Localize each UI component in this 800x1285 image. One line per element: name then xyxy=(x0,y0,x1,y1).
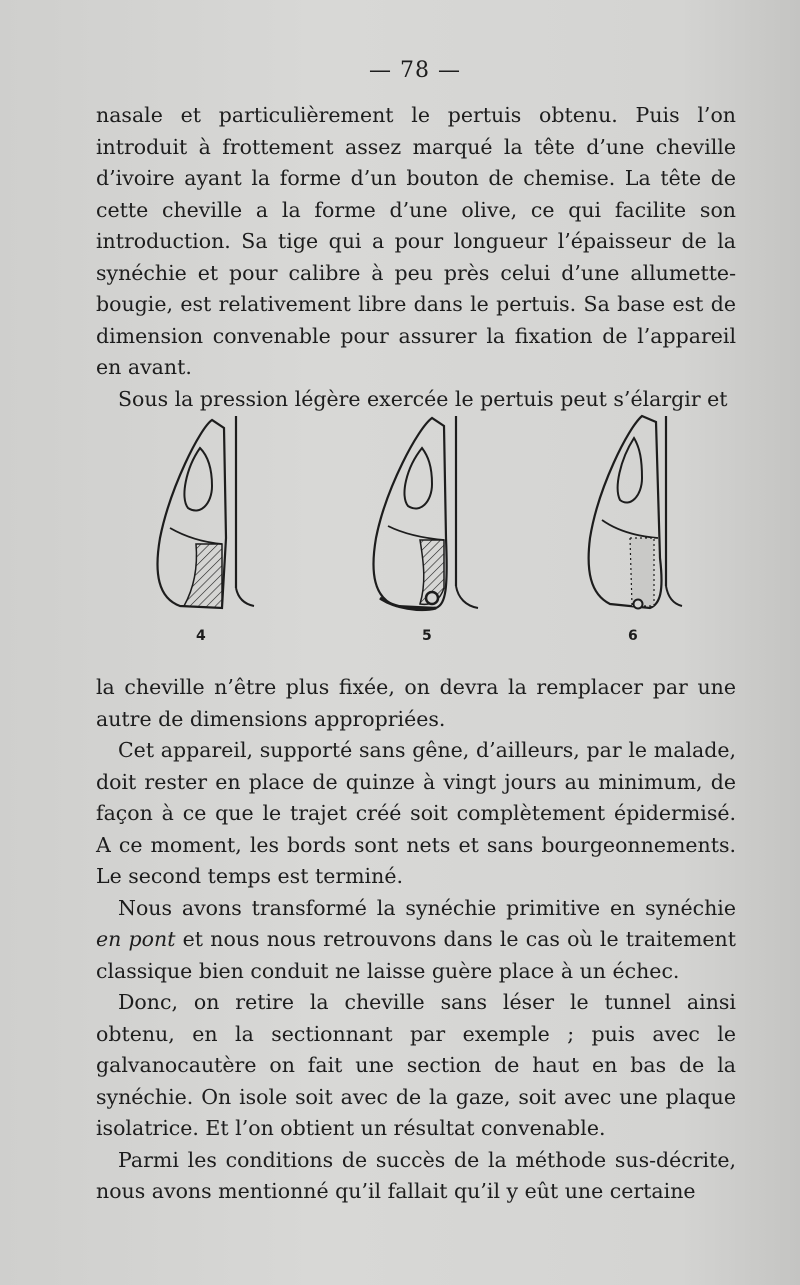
paragraph: Cet appareil, supporté sans gêne, d’ailleurs, par le malade, doit rester en place de quinze à vingt jours au minimum, de façon à ce que le trajet créé soit complètement épidermisé. A ce moment, les bords sont nets et sans bourgeonnements. Le second temps est terminé. xyxy=(96,738,736,888)
figure-label: 5 xyxy=(422,628,432,644)
figure-6 xyxy=(580,408,720,658)
text-block-bottom xyxy=(96,672,736,1208)
figure-5 xyxy=(360,408,500,658)
figure-4 xyxy=(150,408,290,658)
page-number: — 78 — xyxy=(369,58,461,83)
paragraph-text: et nous nous retrouvons dans le cas où le traitement classique bien conduit ne laisse guère place à un échec. xyxy=(96,927,736,983)
paragraph-text: Nous avons transformé la synéchie primitive en synéchie xyxy=(118,895,736,920)
paragraph: la cheville n’être plus fixée, on devra la remplacer par une autre de dimensions appropriées. xyxy=(96,675,736,731)
text-block-top xyxy=(96,100,736,415)
nasal-cavity-drawing xyxy=(580,408,720,628)
figure-label: 4 xyxy=(196,628,206,644)
paragraph: Parmi les conditions de succès de la méthode sus-décrite, nous avons mentionné qu’il fallait qu’il y eût une certaine xyxy=(96,1147,736,1203)
nasal-cavity-drawing xyxy=(150,408,290,628)
nasal-cavity-drawing xyxy=(360,408,500,628)
paragraph: Donc, on retire la cheville sans léser le tunnel ainsi obtenu, en la sectionnant par exemple ; puis avec le galvanocautère on fait une section de haut en bas de la synéchie. On isole soit avec de la gaze, soit avec une plaque isolatrice. Et l’on obtient un résultat convenable. xyxy=(96,990,736,1140)
figure-group xyxy=(140,408,700,658)
paragraph: nasale et particulièrement le pertuis obtenu. Puis l’on introduit à frottement assez marqué la tête d’une cheville d’ivoire ayant la forme d’un bouton de chemise. La tête de cette cheville a la forme d’une olive, ce qui facilite son introduction. Sa tige qui a pour longueur l’épaisseur de la synéchie et pour calibre à peu près celui d’une allumette-bougie, est relativement libre dans le pertuis. Sa base est de dimension convenable pour assurer la fixation de l’appareil en avant. xyxy=(96,103,736,379)
paragraph xyxy=(96,893,736,988)
emphasis-text: en pont xyxy=(96,927,176,951)
figure-label: 6 xyxy=(628,628,638,644)
paragraph: Sous la pression légère exercée le pertuis peut s’élargir et xyxy=(118,386,728,411)
